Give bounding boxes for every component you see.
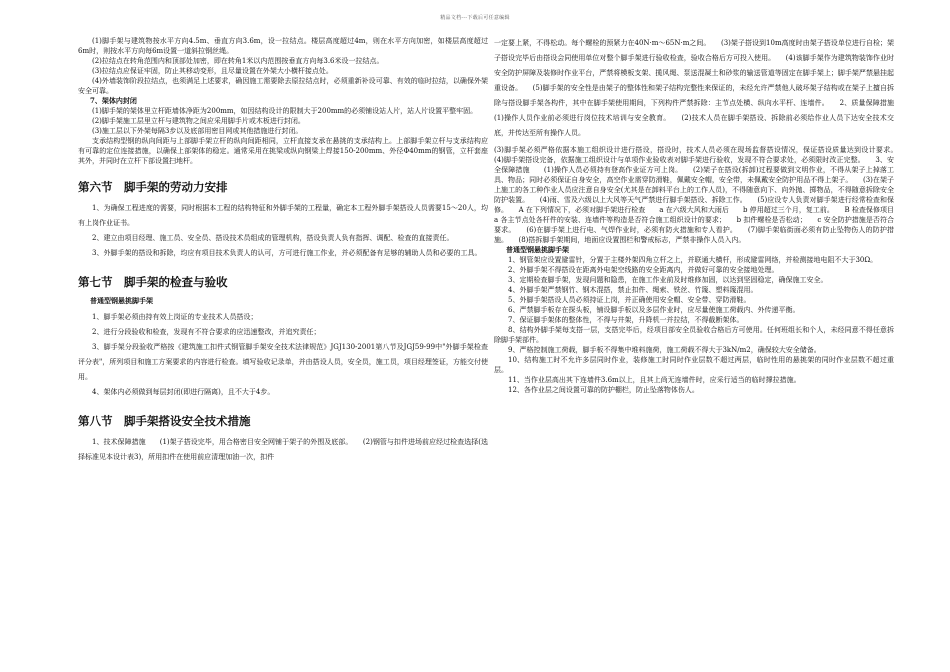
paragraph: (3)拉结点应保证牢固，防止其移动变形，且尽量设置在外架大小横杆接点处。 bbox=[92, 67, 333, 75]
section-heading: 第六节 脚手架的劳动力安排 bbox=[78, 180, 228, 194]
list-item: 4、外脚手架严禁钢竹、钢木混搭，禁止扣件、绳索、铁丝、竹篾、塑料篾混用。 bbox=[508, 286, 758, 294]
paragraph: 1、脚手架必须由持有效上岗证的专业技术人员搭设； bbox=[92, 313, 258, 321]
list-item: 10、结构施工时不允许多层同时作业，装修施工时同时作业层数不超过两层，临时性用的悬挑架的同时作业层数不超过重层。 bbox=[494, 356, 894, 374]
paragraph: (1)脚手架与建筑物按水平方向4.5m、垂直方向3.6m，设一拉结点。楼层高度超过4m，则在水平方向加密，如楼层高度超过6m时，则按水平方向每6m设置一道斜拉钢丝绳。 bbox=[78, 37, 488, 55]
list-item: 9、严格控制施工荷载，脚手板不得集中堆料施荷，施工荷载不得大于3kN/m2，确保较大安全储备。 bbox=[508, 346, 821, 354]
paragraph: 支承结构型钢的纵向间距与上部脚手架立杆的纵向间距相同，立杆直接支承在悬挑的支承结构上。上部脚手架立杆与支承结构应有可靠的定位连接措施，以确保上部架体的稳定。通常采用在挑梁或纵向钢梁上焊接150-200mm、外径Φ40mm的钢管，立杆套座其外，并同时在立杆下部设置扫地杆。 bbox=[78, 137, 488, 165]
list-item: 7、保证脚手架体的整体性，不得与井架，升降机一并拉结，不得截断架体。 bbox=[508, 316, 744, 324]
list-item: 11、当作业层高出其下连墙件3.6m以上，且其上尚无连墙件时，应采行适当的临时撑拉措施。 bbox=[508, 376, 801, 384]
paragraph: (3)脚手架必须严格依据本施工组织设计进行搭设，搭设时，技术人员必须在现场监督搭设情况，保证搭设质量达到设计要求。 (4)脚手架搭设完备，依据施工组织设计与单项作业验收表对脚手架进行验收，发现不符合要求处，必须限时改正完整。 3、安全保障措施 (1)操作人员必须持有登高作业证方可上岗。 (2)架子在搭设(拆卸)过程要做到文明作业，不得从架子上掉落工具、物品；同时必须保证自身安全，高空作业需穿防滑鞋，佩戴安全帽，安全带，未佩戴安全防护用品不得上架子。 (3)在架子上施工的各工种作业人员应注意自身安全(尤其是在卸料平台上的工作人员)，不得随意向下、向外抛、掷物品，不得随意拆除安全防护装置。 (4)雨、雪及六级以上大风等天气严禁进行脚手架搭设、拆除工作。 (5)应设专人负责对脚手架进行经常检查和保修。 A 在下列情况下，必须对脚手架进行检查 a 在六级大风和大雨后 b 停用超过三个月，复工前。 B 检查保修项目 a 各主节点处各杆件的安装、连墙件等构造是否符合施工组织设计的要求； b 扣件螺栓是否松动； c 安全防护措施是否符合要求。 (6)在脚手架上进行电、气焊作业时，必须有防火措施和专人看护。 (7)脚手架临街面必须有防止坠物伤人的防护措施。 (8)搭拆脚手架期间，地面应设置围栏和警戒标志，严禁非操作人员入内。 bbox=[494, 146, 908, 244]
paragraph: (2)脚手架施工层里立杆与建筑物之间应采用脚手片或木板进行封闭。 bbox=[92, 117, 305, 125]
paragraph: 1、技术保障措施 (1)架子搭设完毕，用合格密目安全网铺于架子的外围及底部。 (2)钢管与扣件进场前应经过检查选择(选择标准见本设计表3)，所用扣件在使用前应清理加油一次，扣件 bbox=[78, 438, 488, 461]
list-item: 6、严禁脚手板存在探头板，铺设脚手板以及多层作业时，应尽量使施工荷载内、外传递平衡。 bbox=[508, 306, 800, 314]
list-item: 8、结构外脚手架每支搭一层，支搭完毕后，经项目部安全员验收合格后方可使用。任何班组长和个人，未经同意不得任意拆除脚手架部件。 bbox=[494, 326, 894, 344]
subheading: 普通型钢悬挑脚手架 bbox=[506, 245, 569, 254]
paragraph: (1)脚手架的架体里立杆距墙体净距为200mm，如因结构设计的限制大于200mm的必须铺设站人片，站人片设置平整牢固。 bbox=[92, 107, 478, 115]
subheading: 7、架体内封闭 bbox=[90, 96, 137, 105]
left-column bbox=[78, 36, 488, 465]
watermark: 精品文档---下载后可任意编辑 bbox=[440, 15, 510, 21]
paragraph: (4)外墙装饰阶段拉结点，也须满足上述要求，确因施工需要除去原拉结点时，必须重新补设可靠、有效的临时拉结，以确保外架安全可靠。 bbox=[78, 77, 488, 95]
paragraph: (2)拉结点在转角范围内和顶部处加密，即在转角1米以内范围按垂直方向每3.6米设一拉结点。 bbox=[92, 57, 384, 65]
paragraph: 3、脚手架分段验收严格按《建筑施工扣件式钢管脚手架安全技术法律规范》JGJ130-2001第八节及JGJ59-99中"外脚手架检查评分表"，所列项目和施工方案要求的内容进行检查。填写验收记录单，并由搭设人员，安全员，施工员，项目经理签证，方能交付使用。 bbox=[78, 343, 488, 381]
paragraph: 3、外脚手架的搭设和拆除，均应有项目技术负责人的认可，方可进行施工作业，并必须配备有足够的辅助人员和必要的工具。 bbox=[92, 249, 482, 257]
paragraph: 4、架体内必须做到每层封闭(即进行隔离)，且不大于4步。 bbox=[92, 388, 275, 396]
subheading: 普通型钢悬挑脚手架 bbox=[90, 296, 153, 305]
paragraph: 2、建立由项目经理、施工员、安全员、搭设技术员组成的管理机构，搭设负责人负有指挥、调配、检查的直接责任。 bbox=[92, 234, 454, 242]
paragraph: (3)施工层以下外架每隔3步以及底部用密目网或其他措施进行封闭。 bbox=[92, 127, 303, 135]
section-heading: 第七节 脚手架的检查与验收 bbox=[78, 275, 228, 289]
list-item: 12、各作业层之间设置可靠的防护棚栏，防止坠落物体伤人。 bbox=[508, 386, 699, 394]
list-item: 2、外脚手架不得搭设在距离外电架空线路的安全距离内，并做好可靠的安全接地处理。 bbox=[508, 266, 779, 274]
list-item: 3、定期检查脚手架，发现问题和隐患，在施工作业前及时维修加固，以达到坚固稳定，确保施工安全。 bbox=[508, 276, 828, 284]
paragraph: 2、进行分段验收和检查，发现有不符合要求的应迅速整改，并追究责任； bbox=[92, 328, 321, 336]
right-column bbox=[494, 36, 908, 395]
section-heading: 第八节 脚手架搭设安全技术措施 bbox=[78, 414, 251, 428]
paragraph: 1、为确保工程进度的需要，同时根据本工程的结构特征和外脚手架的工程量，确定本工程外脚手架搭设人员需要15～20人，均有上岗作业证书。 bbox=[78, 204, 488, 227]
list-item: 1、钢管架应设置避雷针，分置于主楼外架四角立杆之上，并联通大横杆，形成避雷网络，并检测接地电阻不大于30Ω。 bbox=[508, 256, 878, 264]
list-item: 5、外脚手架搭设人员必须持证上岗，并正确使用安全帽、安全带、穿防滑鞋。 bbox=[508, 296, 751, 304]
paragraph: 一定要上紧，不得松动。每个螺栓的预紧力在40N·m～65N·m之间。 (3)架子搭设到10m高度时由架子搭设单位进行自检；架子搭设完毕后由搭设会同使用单位对整个脚手架进行验收检查，验收合格后方可投入使用。 (4)该脚手架作为建筑物装饰作业时安全防护屏障及装修时作业平台，严禁将模板支架、揽风绳、泵送混凝土和砂浆的输送管道等固定在脚手架上；脚手架严禁悬挂起重设备。 (5)脚手架的安全性是由架子的整体性和架子结构完整性来保证的，未经允许严禁他人破坏架子结构或在架子上擅自拆除与搭设脚手架各构件，其中在脚手架使用期间，下列构件严禁拆除：主节点处横、纵向水平杆、连墙件。 2、质量保障措施 (1)操作人员作业前必须进行岗位技术培训与安全教育。 (2)技术人员在脚手架搭设、拆除前必须给作业人员下达安全技术交底，并传达至所有操作人员。 bbox=[494, 39, 908, 137]
